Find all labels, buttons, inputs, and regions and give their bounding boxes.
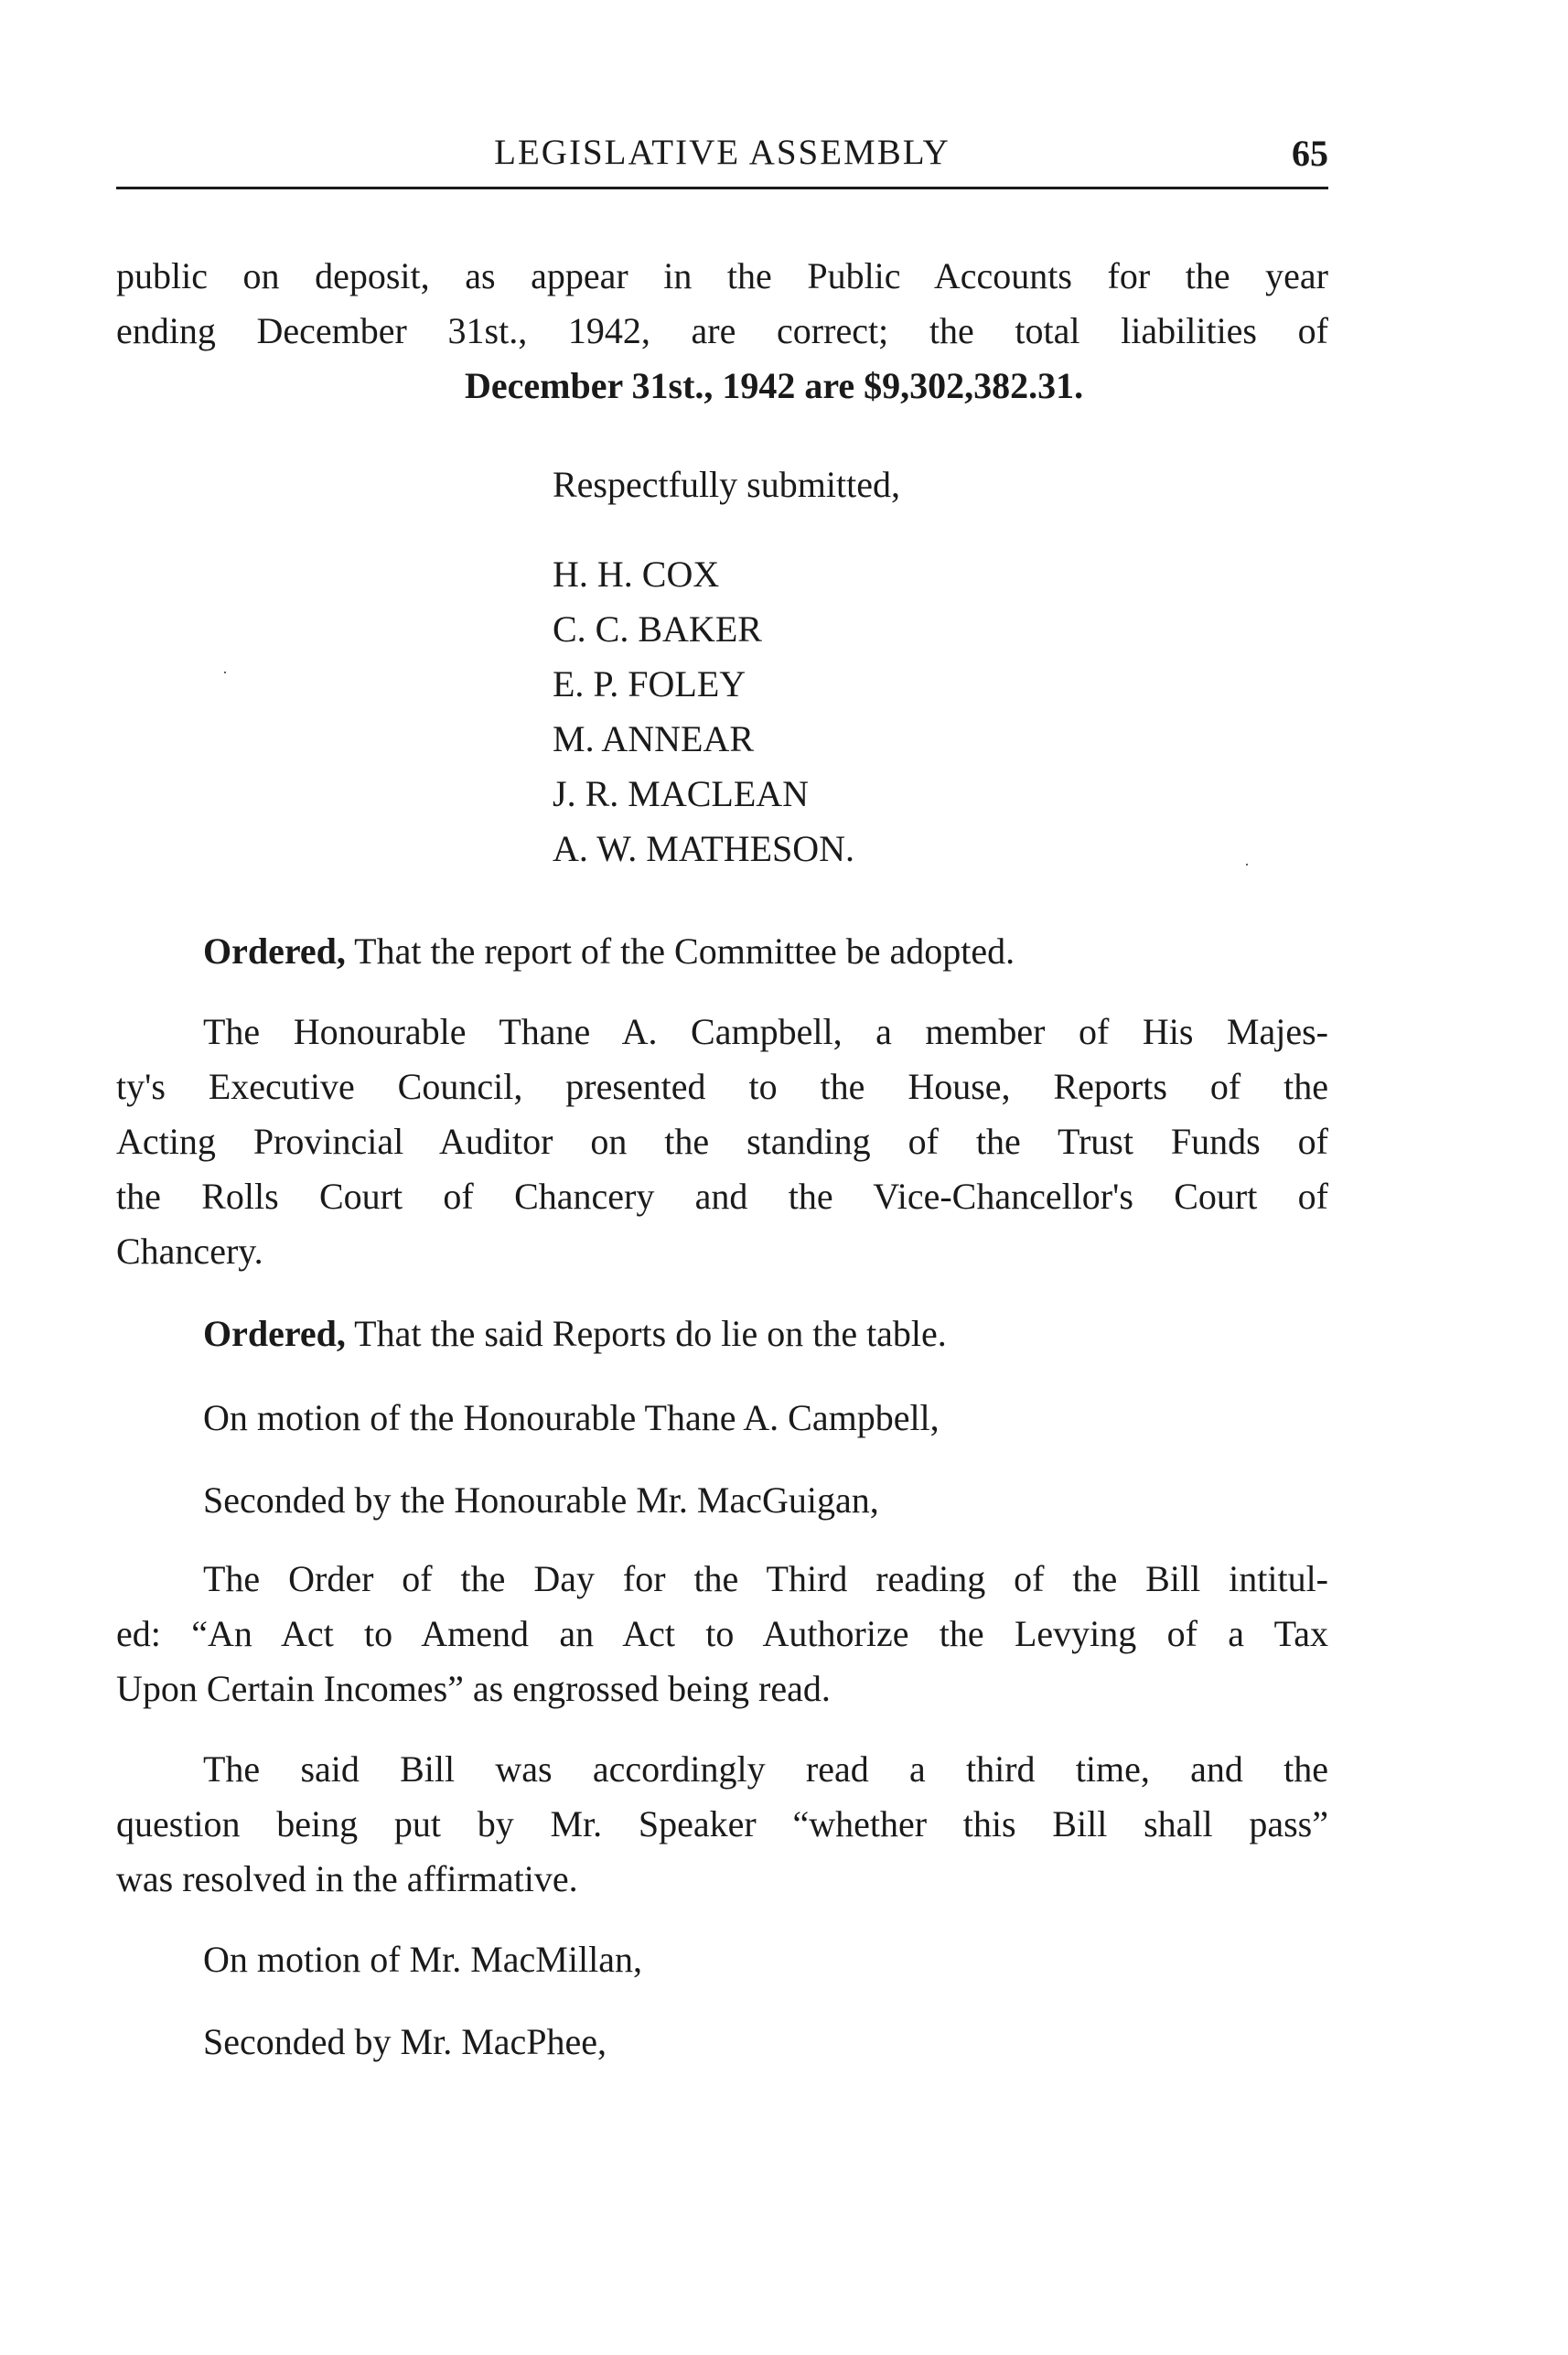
- continuation-line-1: public on deposit, as appear in the Public Accounts for the year: [116, 255, 1328, 296]
- order-of-day-line-3: Upon Certain Incomes” as engrossed being read.: [116, 1668, 831, 1709]
- scan-speck: ·: [1244, 855, 1250, 874]
- seconded-line: Seconded by the Honourable Mr. MacGuigan,: [203, 1479, 879, 1521]
- order-lead: Ordered,: [203, 930, 346, 972]
- presentation-line-3: Acting Provincial Auditor on the standing of the Trust Funds of: [116, 1121, 1328, 1162]
- signatory: C. C. BAKER: [553, 608, 762, 650]
- seconded-line: Seconded by Mr. MacPhee,: [203, 2021, 607, 2062]
- order-text: That the said Reports do lie on the table.: [345, 1313, 947, 1354]
- running-head-title: LEGISLATIVE ASSEMBLY: [494, 133, 950, 172]
- presentation-line-5: Chancery.: [116, 1231, 263, 1272]
- presentation-line-1: The Honourable Thane A. Campbell, a member of His Majes-: [203, 1011, 1328, 1052]
- presentation-line-4: the Rolls Court of Chancery and the Vice-Chancellor's Court of: [116, 1176, 1328, 1217]
- scan-speck: ·: [222, 663, 228, 682]
- order-lie-on-table: [203, 1313, 947, 1354]
- closing-text: Respectfully submitted,: [553, 464, 900, 505]
- order-adopted: [203, 930, 1015, 972]
- motion-line: On motion of Mr. MacMillan,: [203, 1939, 642, 1980]
- order-of-day-line-2: ed: “An Act to Amend an Act to Authorize the Levying of a Tax: [116, 1613, 1328, 1654]
- presentation-line-2: ty's Executive Council, presented to the House, Reports of the: [116, 1066, 1328, 1107]
- running-head: [116, 128, 1328, 189]
- signatory: A. W. MATHESON.: [553, 828, 855, 869]
- page-number: 65: [1292, 133, 1328, 174]
- signatory: J. R. MACLEAN: [553, 773, 810, 814]
- third-reading-line-1: The said Bill was accordingly read a third time, and the: [203, 1748, 1328, 1790]
- order-lead: Ordered,: [203, 1313, 346, 1354]
- motion-line: On motion of the Honourable Thane A. Campbell,: [203, 1397, 940, 1438]
- continuation-line-3: December 31st., 1942 are $9,302,382.31.: [465, 365, 1084, 406]
- continuation-line-2: ending December 31st., 1942, are correct; the total liabilities of: [116, 310, 1328, 351]
- order-of-day-line-1: The Order of the Day for the Third reading of the Bill intitul-: [203, 1558, 1328, 1599]
- order-text: That the report of the Committee be adopted.: [345, 930, 1015, 972]
- signatory: E. P. FOLEY: [553, 663, 746, 704]
- third-reading-line-3: was resolved in the affirmative.: [116, 1858, 578, 1899]
- signatory: H. H. COX: [553, 554, 720, 595]
- signatory: M. ANNEAR: [553, 718, 755, 759]
- third-reading-line-2: question being put by Mr. Speaker “whether this Bill shall pass”: [116, 1803, 1328, 1844]
